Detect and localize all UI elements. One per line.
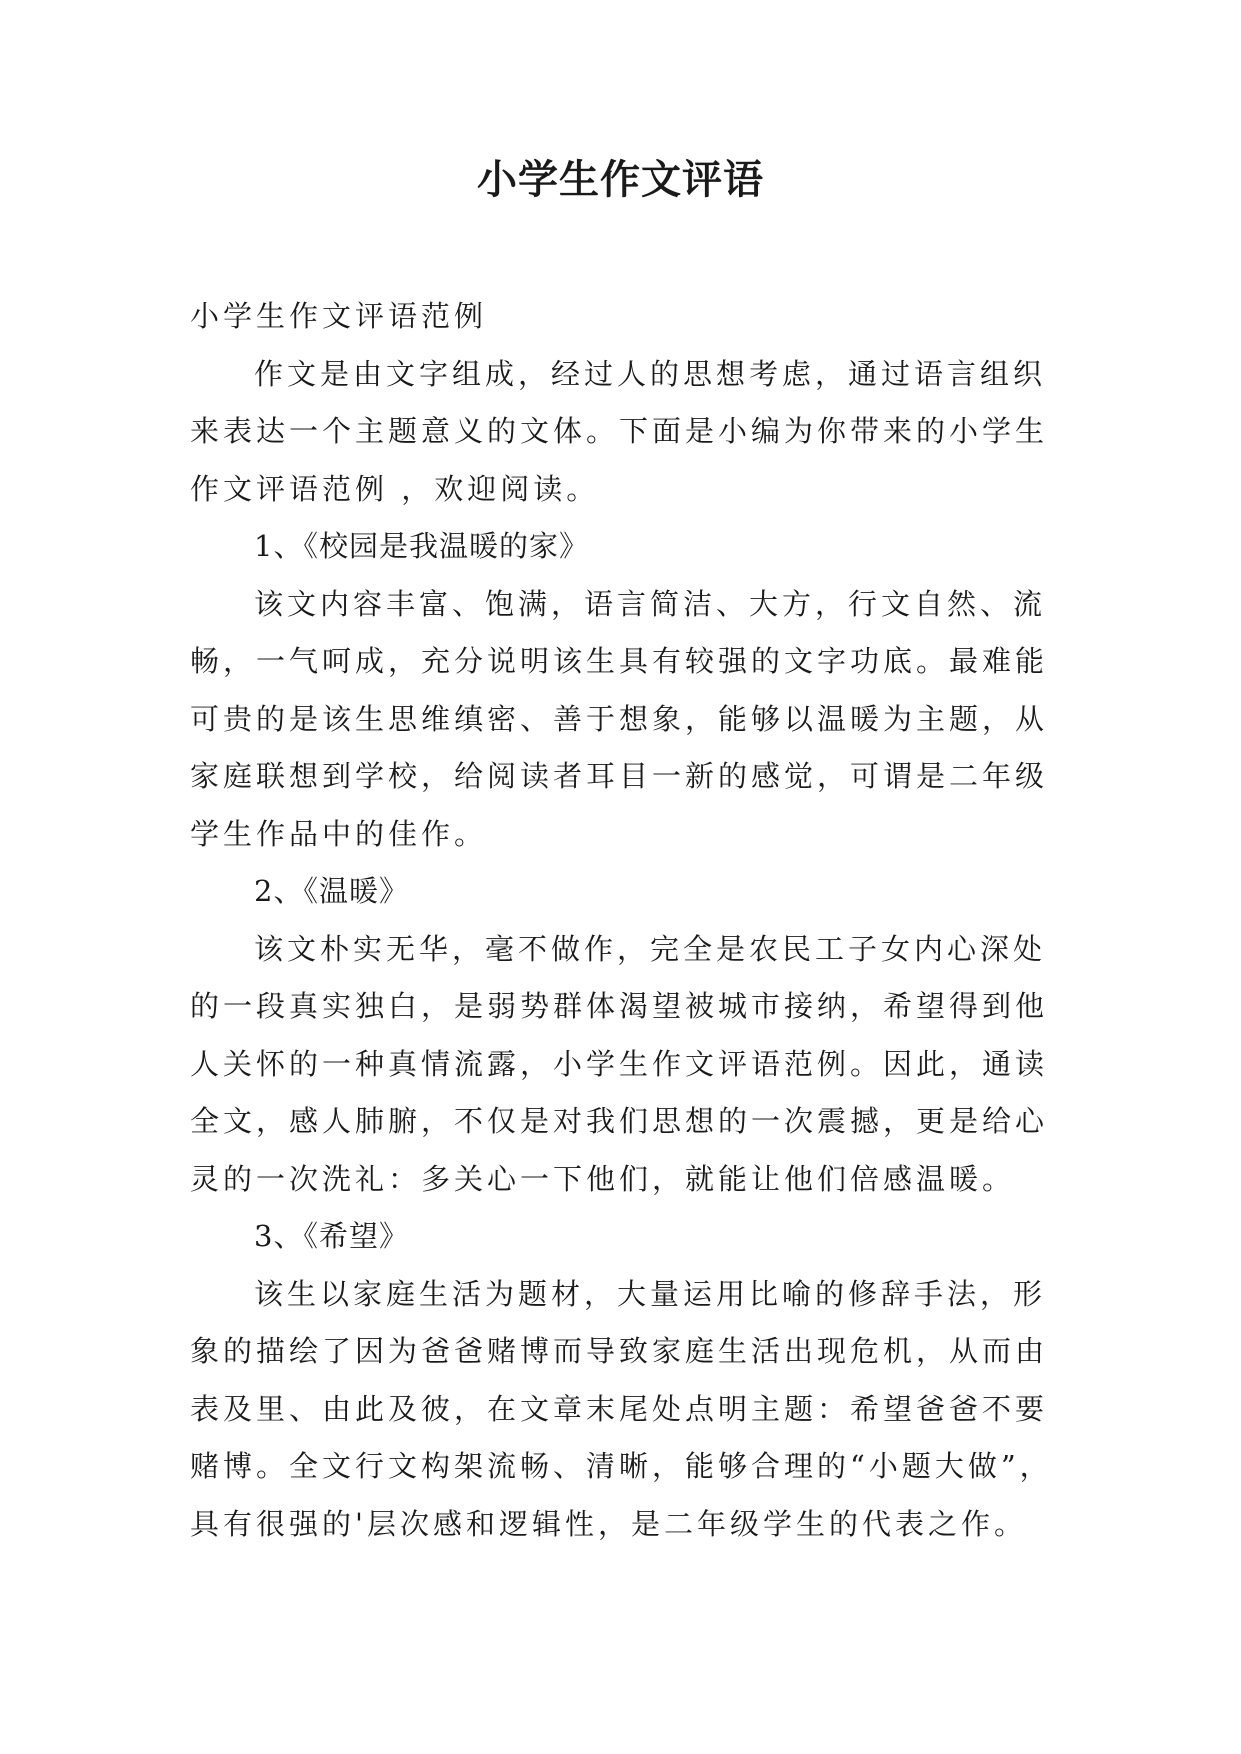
page-title: 小学生作文评语	[477, 157, 764, 203]
text-line: 作文评语范例 ，欢迎阅读。	[190, 471, 600, 506]
document-body	[190, 288, 1053, 1553]
text-line: 该文内容丰富、饱满，语言简洁、大方，行文自然、流	[254, 586, 1047, 621]
text-line: 表及里、由此及彼，在文章末尾处点明主题：希望爸爸不要	[190, 1391, 1049, 1426]
text-line: 小学生作文评语范例	[190, 299, 488, 333]
text-line: 具有很强的'层次感和逻辑性，是二年级学生的代表之作。	[190, 1506, 1027, 1541]
text-line: 赌博。全文行文构架流畅、清晰，能够合理的“小题大做”，	[190, 1449, 1053, 1483]
text-line: 全文，感人肺腑，不仅是对我们思想的一次震撼，更是给心	[190, 1104, 1049, 1138]
text-line: 可贵的是该生思维缜密、善于想象，能够以温暖为主题，从	[190, 701, 1049, 736]
section-heading: 3、《希望》	[254, 1219, 409, 1253]
text-line: 该生以家庭生活为题材，大量运用比喻的修辞手法，形	[254, 1276, 1047, 1311]
text-line: 畅，一气呵成，充分说明该生具有较强的文字功底。最难能	[190, 644, 1049, 678]
text-line: 该文朴实无华，毫不做作，完全是农民工子女内心深处	[254, 931, 1047, 966]
text-line: 作文是由文字组成，经过人的思想考虑，通过语言组织	[254, 356, 1047, 391]
section-heading: 1、《校园是我温暖的家》	[254, 529, 589, 563]
text-line: 来表达一个主题意义的文体。下面是小编为你带来的小学生	[190, 414, 1049, 448]
text-line: 学生作品中的佳作。	[190, 816, 488, 851]
text-line: 人关怀的一种真情流露，小学生作文评语范例。因此，通读	[190, 1046, 1049, 1081]
text-line: 象的描绘了因为爸爸赌博而导致家庭生活出现危机，从而由	[190, 1334, 1049, 1368]
section-heading: 2、《温暖》	[254, 874, 409, 908]
text-line: 家庭联想到学校，给阅读者耳目一新的感觉，可谓是二年级	[190, 759, 1049, 793]
text-line: 灵的一次洗礼：多关心一下他们，就能让他们倍感温暖。	[190, 1161, 1016, 1196]
text-line: 的一段真实独白，是弱势群体渴望被城市接纳，希望得到他	[190, 989, 1049, 1023]
